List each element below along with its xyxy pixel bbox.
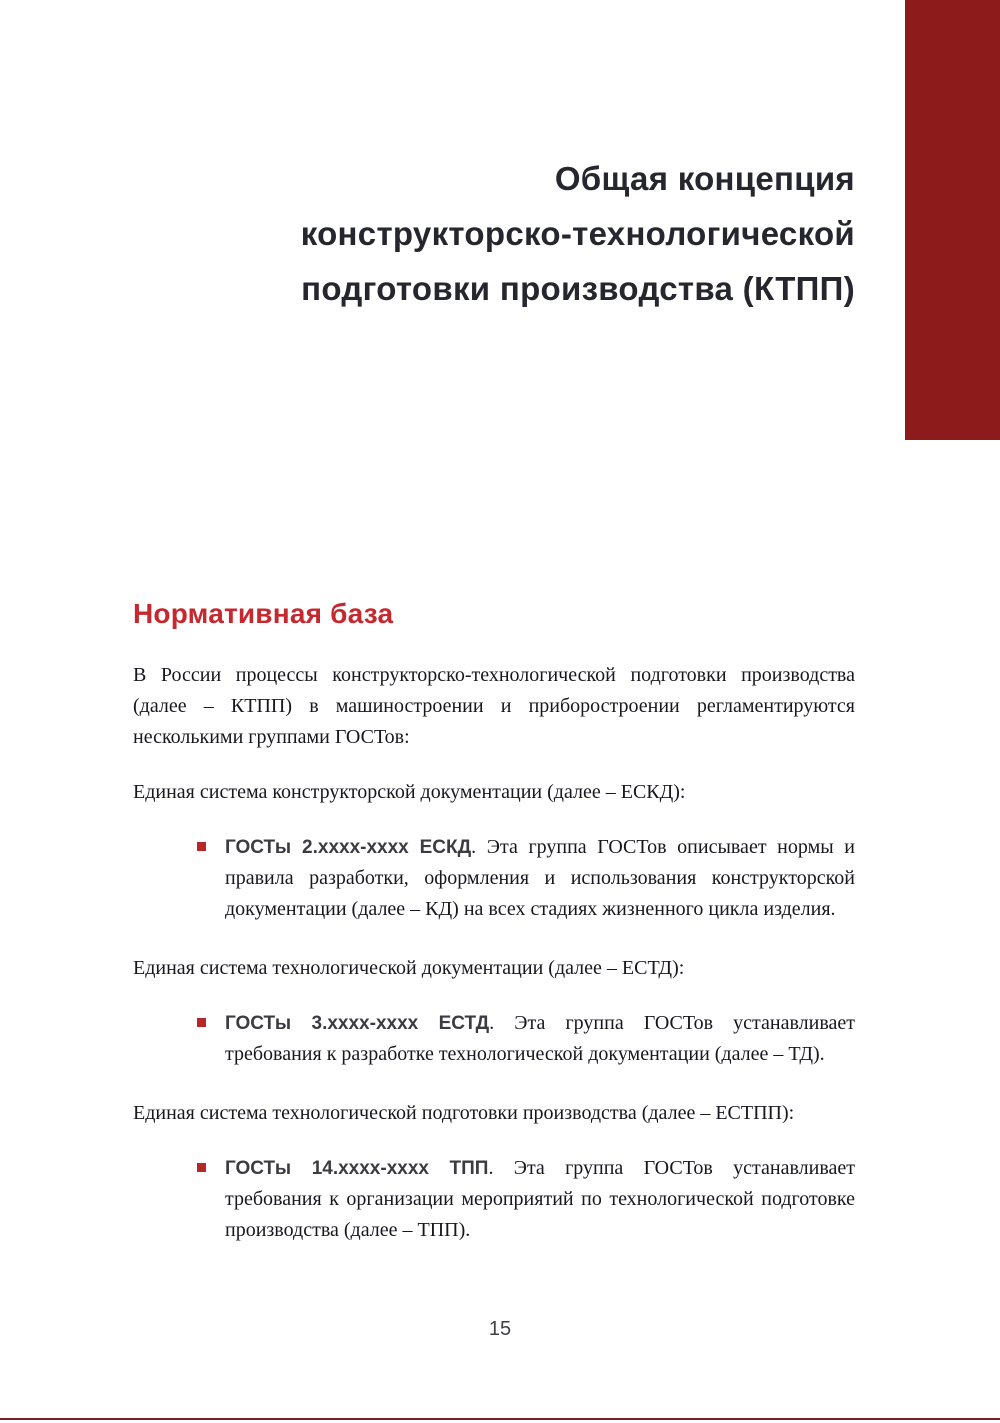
bullet-description-eskd: . Эта группа ГОСТов описывает нормы и правила разработки, оформления и использования конструкторской документации (далее – КД) на всех стадиях жизненного цикла изделия.	[225, 836, 855, 920]
bullet-item-eskd	[133, 832, 855, 925]
section-heading: Нормативная база	[133, 598, 394, 629]
title-line-1: Общая концепция	[554, 160, 855, 197]
page-title	[120, 152, 855, 316]
body-text-column	[133, 660, 855, 1274]
group-lead-eskd: Единая система конструкторской документации (далее – ЕСКД):	[133, 781, 686, 803]
group-lead-estd: Единая система технологической документации (далее – ЕСТД):	[133, 957, 685, 979]
corner-accent-block	[905, 0, 1000, 440]
bullet-square-icon	[197, 842, 206, 851]
title-line-2: конструкторско-технологической	[300, 214, 855, 252]
bullet-item-estd	[133, 1008, 855, 1070]
group-lead-estpp: Единая система технологической подготовки производства (далее – ЕСТПП):	[133, 1102, 795, 1124]
bullet-description-estd: . Эта группа ГОСТов устанавливает требования к разработке технологической документации (далее – ТД).	[225, 1012, 856, 1065]
bullet-item-tpp	[133, 1153, 855, 1246]
bottom-rule	[0, 1418, 1000, 1420]
page-number: 15	[488, 1318, 512, 1340]
gost-code-estd: ГОСТы 3.xxxx-xxxx ЕСТД	[225, 1013, 490, 1034]
bullet-text-tpp	[225, 1153, 855, 1246]
bullet-description-tpp: . Эта группа ГОСТов устанавливает требования к организации мероприятий по технологической подготовке производства (далее – ТПП).	[225, 1157, 855, 1241]
gost-code-eskd: ГОСТы 2.xxxx-xxxx ЕСКД	[225, 837, 472, 858]
bullet-text-eskd	[225, 832, 855, 925]
title-line-3: подготовки производства (КТПП)	[301, 269, 855, 307]
bullet-text-estd	[225, 1008, 855, 1070]
intro-paragraph: В России процессы конструкторско-технологической подготовки производства (далее – КТПП) в машиностроении и приборостроении регламентируются несколькими группами ГОСТов:	[133, 664, 855, 748]
gost-code-tpp: ГОСТы 14.xxxx-xxxx ТПП	[225, 1158, 489, 1179]
bullet-square-icon	[197, 1163, 206, 1172]
bullet-square-icon	[197, 1018, 206, 1027]
